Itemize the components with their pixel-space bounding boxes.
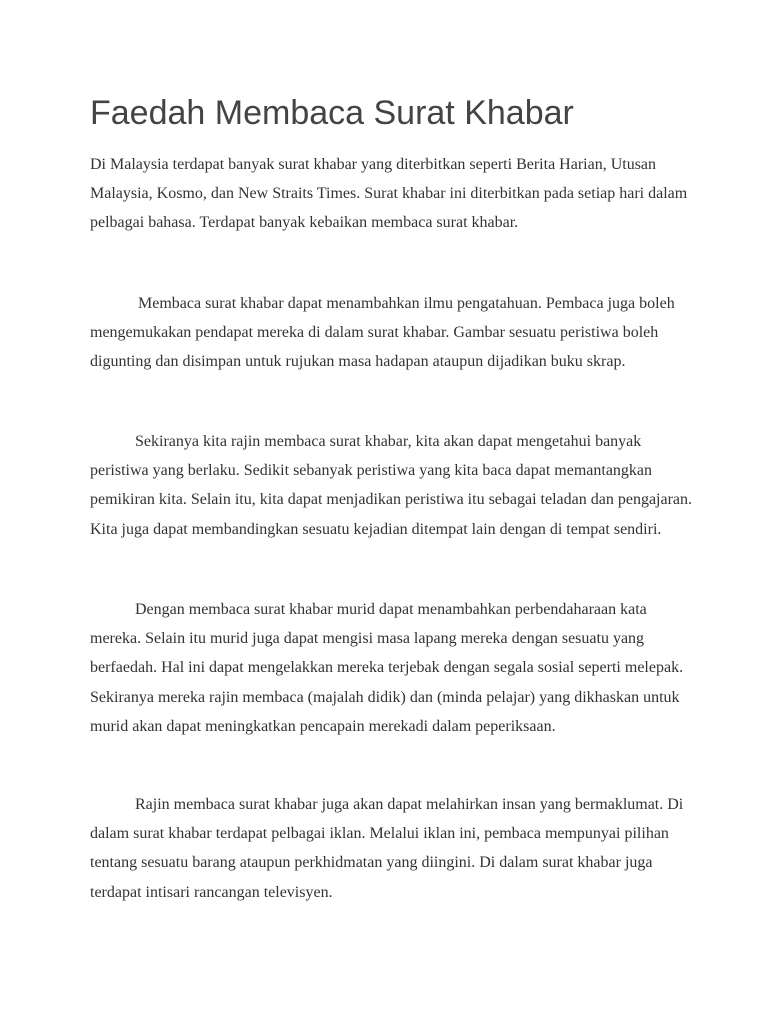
paragraph-murid: Dengan membaca surat khabar murid dapat menambahkan perbendaharaan kata mereka. Selain itu murid juga dapat mengisi masa lapang mereka dengan sesuatu yang berfaedah. Hal ini dapat mengelakkan mereka terjebak dengan segala sosial seperti melepak. Sekiranya mereka rajin membaca (majalah didik) dan (minda pelajar) yang dikhaskan untuk murid akan dapat meningkatkan pencapain merekadi dalam peperiksaan.: [90, 601, 684, 735]
page-title: Faedah Membaca Surat Khabar: [90, 94, 574, 132]
paragraph-ilmu: Membaca surat khabar dapat menambahkan ilmu pengatahuan. Pembaca juga boleh mengemukakan pendapat mereka di dalam surat khabar. Gambar sesuatu peristiwa boleh digunting dan disimpan untuk rujukan masa hadapan ataupun dijadikan buku skrap.: [90, 295, 675, 371]
paragraph-iklan: Rajin membaca surat khabar juga akan dapat melahirkan insan yang bermaklumat. Di dalam surat khabar terdapat pelbagai iklan. Melalui iklan ini, pembaca mempunyai pilihan tentang sesuatu barang ataupun perkhidmatan yang diingini. Di dalam surat khabar juga terdapat intisari rancangan televisyen.: [90, 796, 684, 901]
paragraph-peristiwa: Sekiranya kita rajin membaca surat khabar, kita akan dapat mengetahui banyak peristiwa yang berlaku. Sedikit sebanyak peristiwa yang kita baca dapat memantangkan pemikiran kita. Selain itu, kita dapat menjadikan peristiwa itu sebagai teladan dan pengajaran. Kita juga dapat membandingkan sesuatu kejadian ditempat lain dengan di tempat sendiri.: [90, 433, 693, 538]
paragraph-intro: Di Malaysia terdapat banyak surat khabar yang diterbitkan seperti Berita Harian, Utusan Malaysia, Kosmo, dan New Straits Times. Surat khabar ini diterbitkan pada setiap hari dalam pelbagai bahasa. Terdapat banyak kebaikan membaca surat khabar.: [90, 156, 688, 232]
